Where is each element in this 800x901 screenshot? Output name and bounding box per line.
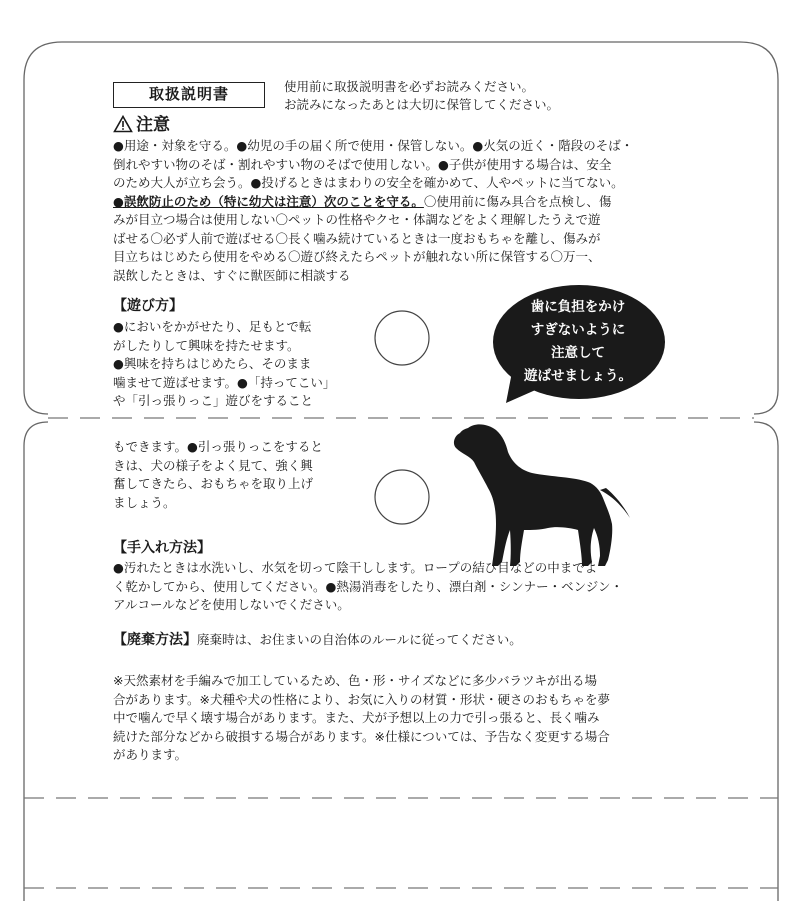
header-note-2: お読みになったあとは大切に保管してください。 <box>284 97 560 112</box>
caution-heading-label: 注意 <box>136 115 170 135</box>
bubble-line: すぎないように <box>530 322 626 338</box>
play-line: がしたりして興味を持たせます。 <box>113 337 300 353</box>
bubble-line: 注意して <box>551 345 605 361</box>
header-note-1: 使用前に取扱説明書を必ずお読みください。 <box>284 79 535 94</box>
punch-hole-top <box>375 311 429 365</box>
caution-text <box>113 137 633 285</box>
notes-text <box>113 672 610 765</box>
choking-warning: ●誤飲防止のため（特に幼犬は注意）次のことを守る。 <box>113 193 424 209</box>
notes-line: ※天然素材を手編みで加工しているため、色・形・サイズなどに多少バラツキが出る場 <box>113 673 597 688</box>
play-text-bottom <box>113 438 323 512</box>
notes-line: 中で噛んで早く壊す場合があります。また、犬が予想以上の力で引っ張ると、長く噛み <box>113 710 600 725</box>
caution-line-rest: 〇使用前に傷み具合を点検し、傷 <box>423 193 612 209</box>
dog-silhouette-icon <box>454 424 630 566</box>
care-line: ●汚れたときは水洗いし、水気を切って陰干しします。ロープの結び目などの中までよ <box>113 560 598 575</box>
play-line: 噛ませて遊ばせます。●「持ってこい」 <box>113 374 336 390</box>
notes-line: があります。 <box>113 747 188 762</box>
speech-bubble <box>494 288 662 398</box>
play-line: ●においをかがせたり、足もとで転 <box>113 319 312 334</box>
play-line: きは、犬の様子をよく見て、強く興 <box>113 457 313 473</box>
notes-line: 合があります。※犬種や犬の性格により、お気に入りの材質・形状・硬さのおもちゃを夢 <box>113 691 610 707</box>
bubble-line: 遊ばせましょう。 <box>524 368 632 384</box>
care-line: く乾かしてから、使用してください。●熱湯消毒をしたり、漂白剤・シンナー・ベンジン・ <box>113 578 623 594</box>
disposal-row <box>113 631 522 650</box>
caution-heading <box>113 114 170 138</box>
play-heading: 【遊び方】 <box>113 298 183 314</box>
manual-title: 取扱説明書 <box>113 82 265 108</box>
caution-line: 倒れやすい物のそば・割れやすい物のそばで使用しない。●子供が使用する場合は、安全 <box>113 156 612 172</box>
caution-line <box>113 193 633 212</box>
care-text <box>113 559 623 615</box>
caution-line: ●用途・対象を守る。●幼児の手の届く所で使用・保管しない。●火気の近く・階段のそば・ <box>113 138 634 153</box>
play-text-top <box>113 318 335 411</box>
caution-line: のため大人が立ち会う。●投げるときはまわりの安全を確かめて、人やペットに当てない。 <box>113 175 624 190</box>
care-heading: 【手入れ方法】 <box>113 540 211 556</box>
play-line: ●興味を持ちはじめたら、そのまま <box>113 356 312 371</box>
notes-line: 続けた部分などから破損する場合があります。※仕様については、予告なく変更する場合 <box>113 728 610 744</box>
caution-line: ばせる〇必ず人前で遊ばせる〇長く噛み続けているときは一度おもちゃを離し、傷みが <box>113 230 601 246</box>
play-line: もできます。●引っ張りっこをすると <box>113 439 323 454</box>
punch-hole-bottom <box>375 470 429 524</box>
play-line: 奮してきたら、おもちゃを取り上げ <box>113 476 314 491</box>
caution-line: 目立ちはじめたら使用をやめる〇遊び終えたらペットが触れない所に保管する〇万一、 <box>113 249 601 264</box>
play-line: や「引っ張りっこ」遊びをすること <box>113 393 314 408</box>
play-line: ましょう。 <box>113 494 176 510</box>
caution-line: 誤飲したときは、すぐに獣医師に相談する <box>113 267 351 283</box>
caution-line: みが目立つ場合は使用しない〇ペットの性格やクセ・体調などをよく理解したうえで遊 <box>113 212 601 227</box>
disposal-text: 廃棄時は、お住まいの自治体のルールに従ってください。 <box>197 632 522 647</box>
warning-triangle-icon <box>113 115 133 133</box>
care-line: アルコールなどを使用しないでください。 <box>113 597 350 612</box>
disposal-heading: 【廃棄方法】 <box>113 632 197 648</box>
bubble-line: 歯に負担をかけ <box>530 299 626 315</box>
